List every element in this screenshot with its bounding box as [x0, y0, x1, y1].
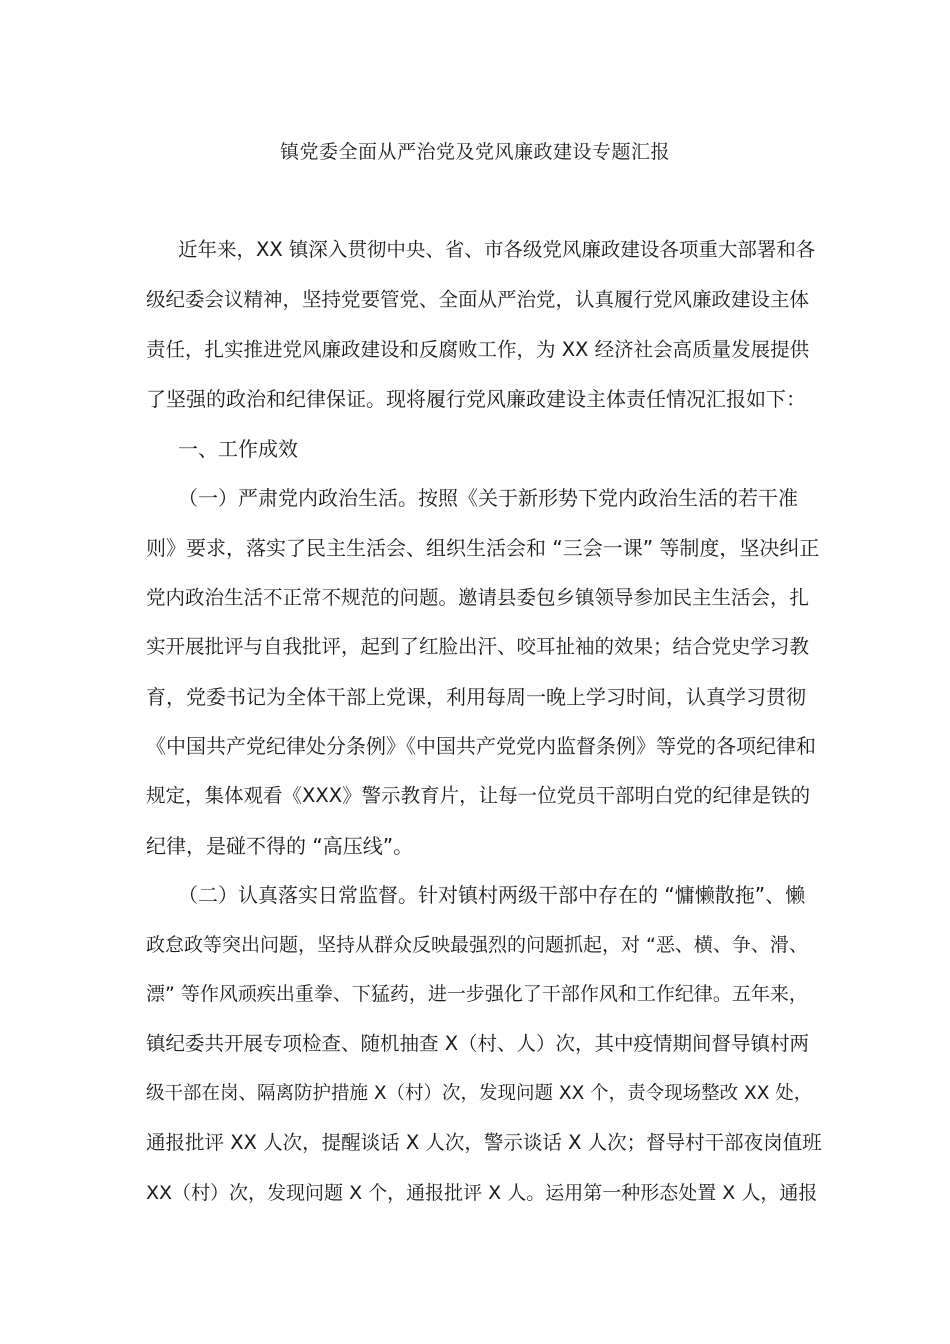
paragraph-line: 《中国共产党纪律处分条例》《中国共产党党内监督条例》等党的各项纪律和: [146, 734, 816, 758]
section-heading: 一、工作成效: [178, 437, 298, 461]
paragraph-line: 政怠政等突出问题，坚持从群众反映最强烈的问题抓起，对 “恶、横、争、滑、: [146, 934, 808, 956]
paragraph-line: 纪律，是碰不得的 “高压线”。: [146, 834, 414, 858]
paragraph-line: 级干部在岗、隔离防护措施 X（村）次，发现问题 XX 个，责令现场整改 XX 处，: [146, 1083, 813, 1104]
paragraph-line: 党内政治生活不正常不规范的问题。邀请县委包乡镇领导参加民主生活会，扎: [146, 586, 810, 609]
paragraph-line: 规定，集体观看《XXX》警示教育片，让每一位党员干部明白党的纪律是铁的: [146, 784, 811, 807]
paragraph-line: 了坚强的政治和纪律保证。现将履行党风廉政建设主体责任情况汇报如下：: [146, 387, 806, 411]
paragraph-line: 级纪委会议精神，坚持党要管党、全面从严治党，认真履行党风廉政建设主体: [146, 288, 810, 311]
paragraph-line: 则》要求，落实了民主生活会、组织生活会和 “三会一课” 等制度，坚决纠正: [146, 536, 820, 560]
paragraph-line: 通报批评 XX 人次，提醒谈话 X 人次，警示谈话 X 人次；督导村干部夜岗值班: [146, 1131, 822, 1154]
document-title: 镇党委全面从严治党及党风廉政建设专题汇报: [279, 141, 670, 163]
paragraph-line: 责任，扎实推进党风廉政建设和反腐败工作，为 XX 经济社会高质量发展提供: [146, 338, 810, 361]
paragraph-line: （一）严肃党内政治生活。按照《关于新形势下党内政治生活的若干准: [178, 486, 798, 510]
paragraph-line: 镇纪委共开展专项检查、随机抽查 X（村、人）次，其中疫情期间督导镇村两: [146, 1032, 810, 1055]
paragraph-line: 近年来，XX 镇深入贯彻中央、省、市各级党风廉政建设各项重大部署和各: [178, 238, 816, 261]
paragraph-line: XX（村）次，发现问题 X 个，通报批评 X 人。运用第一种形态处置 X 人，通报: [146, 1182, 818, 1204]
paragraph-line: 漂” 等作风顽疾出重拳、下猛药，进一步强化了干部作风和工作纪律。五年来，: [146, 983, 808, 1005]
paragraph-line: 实开展批评与自我批评，起到了红脸出汗、咬耳扯袖的效果；结合党史学习教: [146, 635, 810, 658]
paragraph-line: （二）认真落实日常监督。针对镇村两级干部中存在的 “慵懒散拖”、懒: [178, 883, 806, 907]
paragraph-line: 育，党委书记为全体干部上党课，利用每周一晚上学习时间，认真学习贯彻: [146, 685, 806, 709]
